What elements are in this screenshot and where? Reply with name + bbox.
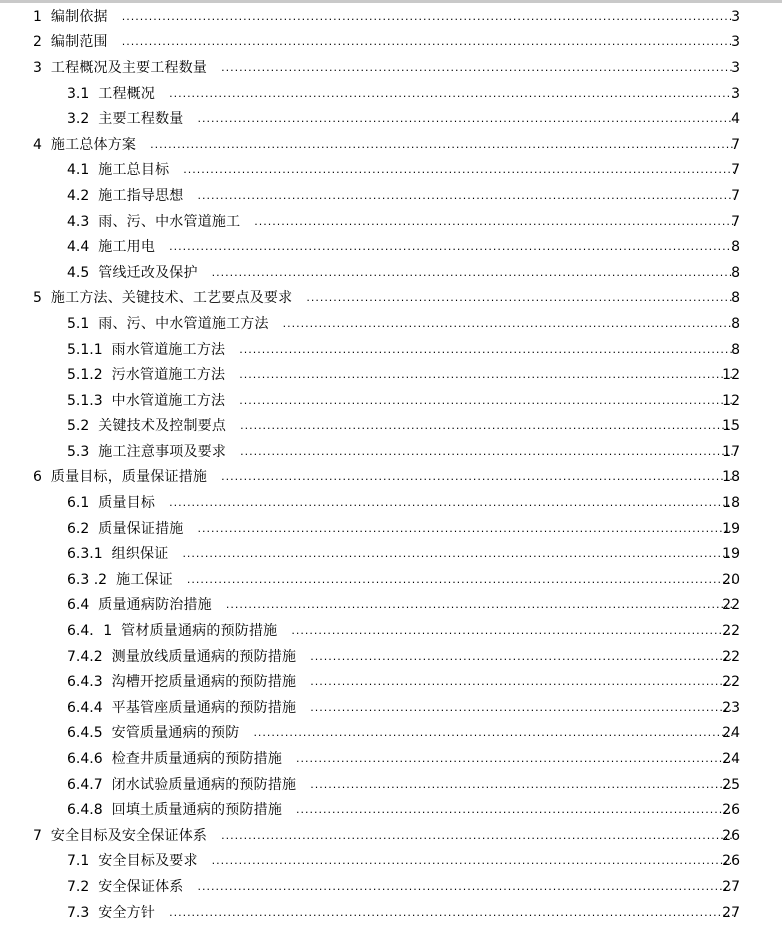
toc-entry-title: 组织保证 — [111, 546, 169, 563]
toc-entry-page-number: 19 — [722, 546, 740, 563]
toc-entry-title: 工程概况及主要工程数量 — [50, 59, 208, 76]
toc-entry[interactable] — [0, 797, 782, 823]
toc-entry-number: 6.4 — [67, 597, 90, 614]
toc-entry-number: 6.4.8 — [67, 802, 103, 819]
dot-leader — [187, 572, 734, 588]
dot-leader — [296, 802, 734, 818]
dot-leader — [240, 418, 734, 434]
toc-entry-number: 4.1 — [67, 162, 90, 179]
toc-entry-page-number: 3 — [731, 59, 740, 76]
dot-leader — [283, 316, 734, 332]
toc-entry-title: 管线迁改及保护 — [98, 264, 198, 281]
toc-entry-page-number: 3 — [731, 85, 740, 102]
toc-entry-title: 主要工程数量 — [98, 111, 184, 128]
toc-entry[interactable] — [0, 772, 782, 798]
dot-leader — [197, 111, 734, 127]
toc-entry-page-number: 7 — [731, 162, 740, 179]
toc-entry-number: 5.2 — [67, 418, 90, 435]
toc-entry-page-number: 26 — [722, 802, 740, 819]
toc-entry[interactable] — [0, 465, 782, 491]
toc-entry-number: 5.1.1 — [67, 341, 103, 358]
toc-entry-number: 6.3 .2 — [67, 571, 108, 588]
toc-entry[interactable] — [0, 30, 782, 56]
toc-entry[interactable] — [0, 669, 782, 695]
toc-entry-number: 5 — [33, 290, 42, 307]
dot-leader — [197, 521, 734, 537]
toc-entry-page-number: 27 — [722, 878, 740, 895]
toc-entry-page-number: 24 — [722, 751, 740, 768]
toc-entry-title: 施工方法、关键技术、工艺要点及要求 — [50, 290, 293, 307]
toc-entry[interactable] — [0, 234, 782, 260]
toc-entry-title: 沟槽开挖质量通病的预防措施 — [111, 674, 297, 691]
toc-entry-title: 施工总体方案 — [50, 136, 137, 153]
toc-entry-number: 5.1 — [67, 315, 90, 332]
toc-entry-page-number: 7 — [731, 213, 740, 230]
toc-entry[interactable] — [0, 132, 782, 158]
toc-entry-title: 安全方针 — [98, 904, 156, 921]
toc-entry-title: 施工指导思想 — [98, 187, 184, 204]
toc-entry-number: 7.3 — [67, 904, 90, 921]
toc-entry[interactable] — [0, 849, 782, 875]
dot-leader — [296, 751, 734, 767]
toc-entry-title: 质量通病防治措施 — [98, 597, 212, 614]
toc-entry-title: 中水管道施工方法 — [111, 392, 226, 409]
toc-entry[interactable] — [0, 81, 782, 107]
dot-leader — [122, 34, 734, 50]
toc-entry[interactable] — [0, 414, 782, 440]
dot-leader — [169, 86, 734, 102]
dot-leader — [183, 162, 734, 178]
toc-entry[interactable] — [0, 746, 782, 772]
toc-entry-number: 7.4.2 — [67, 648, 103, 665]
dot-leader — [197, 879, 734, 895]
toc-entry-number: 6.4.7 — [67, 776, 103, 793]
dot-leader — [169, 495, 734, 511]
toc-entry-number: 6.4.4 — [67, 699, 103, 716]
dot-leader — [253, 725, 734, 741]
dot-leader — [310, 674, 734, 690]
toc-entry-number: 5.1.2 — [67, 367, 103, 384]
toc-entry-number: 5.1.3 — [67, 392, 103, 409]
dot-leader — [240, 444, 734, 460]
toc-entry[interactable] — [0, 55, 782, 81]
dot-leader — [182, 546, 734, 562]
toc-entry-page-number: 22 — [722, 597, 740, 614]
toc-entry[interactable] — [0, 721, 782, 747]
toc-entry-title: 质量目标 — [98, 495, 156, 512]
toc-entry-page-number: 22 — [722, 623, 740, 640]
toc-entry-page-number: 8 — [731, 239, 740, 256]
toc-entry-title: 雨、污、中水管道施工方法 — [98, 315, 269, 332]
toc-entry-page-number: 4 — [731, 111, 740, 128]
toc-entry-number: 7.1 — [67, 853, 90, 870]
toc-entry[interactable] — [0, 516, 782, 542]
toc-entry[interactable] — [0, 286, 782, 312]
toc-entry[interactable] — [0, 362, 782, 388]
toc-entry-number: 6.4.3 — [67, 674, 103, 691]
toc-entry-title: 雨、污、中水管道施工 — [98, 213, 241, 230]
toc-entry-page-number: 3 — [731, 8, 740, 25]
toc-entry-page-number: 7 — [731, 187, 740, 204]
dot-leader — [197, 188, 734, 204]
toc-entry[interactable] — [0, 388, 782, 414]
dot-leader — [169, 239, 734, 255]
toc-entry-number: 6.4.6 — [67, 751, 103, 768]
toc-entry[interactable] — [0, 209, 782, 235]
toc-entry-title: 工程概况 — [98, 85, 156, 102]
toc-entry-title: 编制依据 — [50, 8, 108, 25]
toc-entry[interactable] — [0, 593, 782, 619]
toc-entry[interactable] — [0, 260, 782, 286]
toc-entry[interactable] — [0, 183, 782, 209]
toc-entry-title: 施工用电 — [98, 239, 156, 256]
toc-entry-title: 管材质量通病的预防措施 — [121, 623, 278, 640]
toc-entry-page-number: 8 — [731, 290, 740, 307]
toc-entry[interactable] — [0, 490, 782, 516]
toc-entry-title: 闭水试验质量通病的预防措施 — [111, 776, 297, 793]
toc-entry-page-number: 26 — [722, 853, 740, 870]
dot-leader — [310, 700, 734, 716]
toc-entry[interactable] — [0, 823, 782, 849]
toc-entry-page-number: 3 — [731, 34, 740, 51]
toc-entry-number: 4.2 — [67, 187, 90, 204]
toc-entry-number: 7 — [33, 827, 42, 844]
toc-entry-number: 1 — [33, 8, 42, 25]
toc-entry-number: 3 — [33, 59, 42, 76]
dot-leader — [239, 367, 734, 383]
toc-entry-number: 4 — [33, 136, 42, 153]
toc-entry-page-number: 23 — [722, 699, 740, 716]
toc-entry[interactable] — [0, 337, 782, 363]
table-of-contents — [0, 4, 782, 925]
toc-entry-page-number: 8 — [731, 264, 740, 281]
toc-entry-title: 安全保证体系 — [98, 878, 184, 895]
toc-entry-number: 3.2 — [67, 111, 90, 128]
toc-entry-title: 测量放线质量通病的预防措施 — [111, 648, 297, 665]
toc-entry-title: 平基管座质量通病的预防措施 — [111, 699, 297, 716]
toc-entry-page-number: 25 — [722, 776, 740, 793]
toc-entry-number: 6.2 — [67, 520, 90, 537]
toc-entry-title: 质量保证措施 — [98, 520, 184, 537]
toc-entry-title: 检查井质量通病的预防措施 — [111, 751, 283, 768]
dot-leader — [254, 214, 734, 230]
toc-entry-page-number: 18 — [722, 469, 740, 486]
toc-entry-number: 6.3.1 — [67, 546, 103, 563]
toc-entry-title: 施工注意事项及要求 — [98, 443, 227, 460]
toc-entry-number: 4.3 — [67, 213, 90, 230]
toc-entry[interactable] — [0, 618, 782, 644]
toc-entry-title: 污水管道施工方法 — [111, 367, 226, 384]
toc-entry-page-number: 27 — [722, 904, 740, 921]
toc-entry-page-number: 19 — [722, 520, 740, 537]
dot-leader — [306, 290, 734, 306]
toc-entry-page-number: 8 — [731, 341, 740, 358]
toc-entry[interactable] — [0, 567, 782, 593]
toc-entry[interactable] — [0, 439, 782, 465]
toc-entry-number: 4.4 — [67, 239, 90, 256]
toc-entry-number: 6.4.5 — [67, 725, 103, 742]
toc-entry-number: 5.3 — [67, 443, 90, 460]
toc-entry-page-number: 12 — [722, 392, 740, 409]
dot-leader — [239, 342, 734, 358]
toc-entry-number: 3.1 — [67, 85, 90, 102]
dot-leader — [221, 828, 734, 844]
toc-entry-number: 6 — [33, 469, 42, 486]
toc-entry-title: 安管质量通病的预防 — [111, 725, 240, 742]
dot-leader — [212, 853, 734, 869]
dot-leader — [122, 9, 734, 25]
toc-entry-page-number: 15 — [722, 418, 740, 435]
toc-entry[interactable] — [0, 106, 782, 132]
toc-entry-number: 4.5 — [67, 264, 90, 281]
toc-entry[interactable] — [0, 644, 782, 670]
dot-leader — [310, 777, 734, 793]
toc-entry-page-number: 22 — [722, 674, 740, 691]
dot-leader — [221, 60, 734, 76]
toc-entry-number: 6.1 — [67, 495, 90, 512]
toc-entry-page-number: 20 — [722, 571, 740, 588]
toc-entry-number: 7.2 — [67, 878, 90, 895]
toc-entry-title: 施工保证 — [116, 571, 173, 588]
toc-entry-page-number: 7 — [731, 136, 740, 153]
toc-entry-title: 安全目标及要求 — [98, 853, 198, 870]
toc-entry[interactable] — [0, 311, 782, 337]
top-border — [0, 0, 782, 3]
toc-entry-page-number: 8 — [731, 315, 740, 332]
toc-entry-title: 施工总目标 — [98, 162, 170, 179]
toc-entry-page-number: 18 — [722, 495, 740, 512]
toc-entry-title: 回填土质量通病的预防措施 — [111, 802, 283, 819]
dot-leader — [310, 649, 734, 665]
toc-entry-number: 2 — [33, 34, 42, 51]
dot-leader — [291, 623, 734, 639]
dot-leader — [212, 265, 734, 281]
toc-entry-page-number: 24 — [722, 725, 740, 742]
toc-entry[interactable] — [0, 4, 782, 30]
toc-entry-number: 6.4．1 — [67, 623, 113, 640]
toc-entry-title: 雨水管道施工方法 — [111, 341, 226, 358]
toc-entry-page-number: 26 — [722, 827, 740, 844]
toc-entry-title: 编制范围 — [50, 34, 108, 51]
toc-entry-page-number: 17 — [722, 443, 740, 460]
toc-entry[interactable] — [0, 541, 782, 567]
dot-leader — [226, 597, 734, 613]
dot-leader — [150, 137, 734, 153]
toc-entry-title: 安全目标及安全保证体系 — [50, 827, 208, 844]
toc-entry-title: 关键技术及控制要点 — [98, 418, 227, 435]
dot-leader — [239, 393, 734, 409]
toc-entry[interactable] — [0, 874, 782, 900]
toc-entry-page-number: 22 — [722, 648, 740, 665]
dot-leader — [169, 905, 734, 921]
toc-entry[interactable] — [0, 158, 782, 184]
toc-entry[interactable] — [0, 695, 782, 721]
dot-leader — [221, 469, 734, 485]
toc-entry-title: 质量目标，质量保证措施 — [50, 469, 208, 486]
toc-entry-page-number: 12 — [722, 367, 740, 384]
toc-entry[interactable] — [0, 900, 782, 925]
